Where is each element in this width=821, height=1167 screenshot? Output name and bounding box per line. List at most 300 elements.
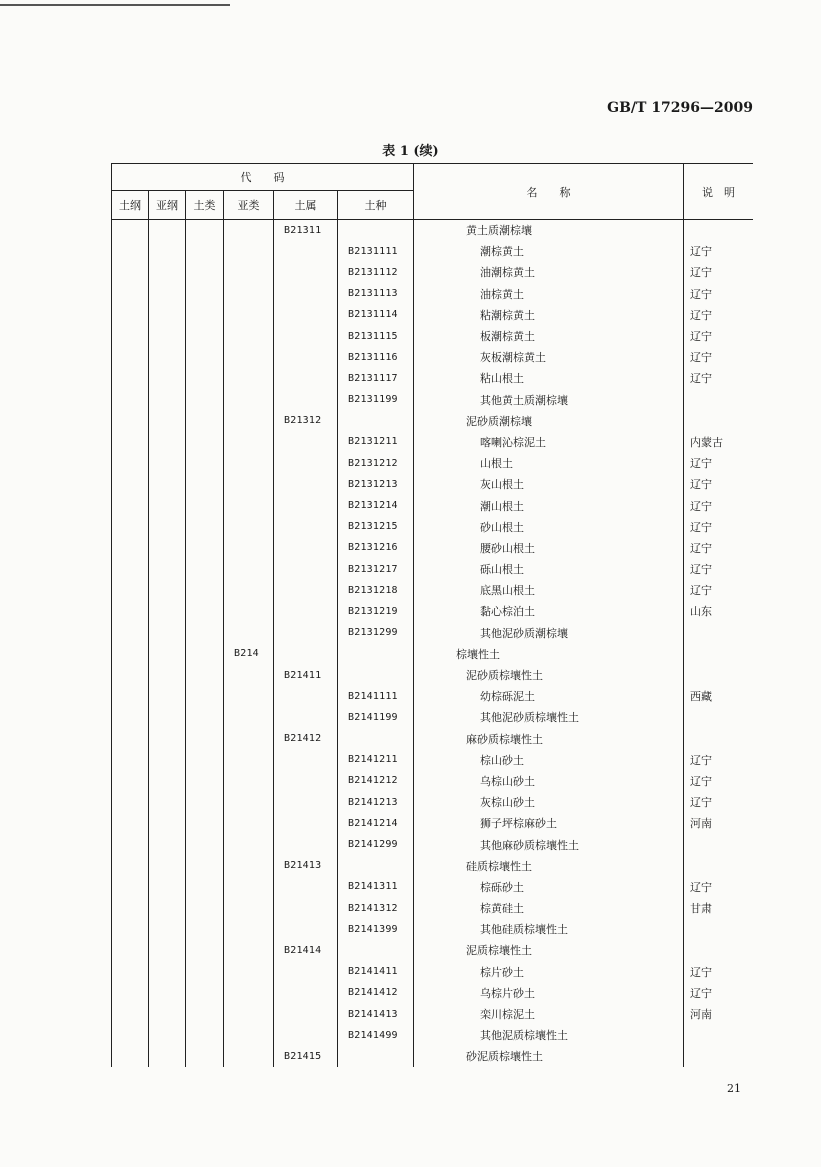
species-code-cell: B2131114: [338, 304, 414, 325]
subclass-code-cell: [224, 325, 274, 346]
table-row: [112, 241, 754, 262]
table-row: [112, 749, 754, 770]
subclass-code-cell: [224, 1025, 274, 1046]
order-cell: [112, 622, 149, 643]
order-cell: [112, 643, 149, 664]
order-cell: [112, 707, 149, 728]
note-cell: 辽宁: [684, 262, 754, 283]
soil-name-cell: 麻砂质棕壤性土: [414, 728, 684, 749]
group-cell: [186, 940, 224, 961]
soil-name-cell: 其他硅质棕壤性土: [414, 919, 684, 940]
soil-name-cell: 泥砂质棕壤性土: [414, 664, 684, 685]
note-cell: 辽宁: [684, 537, 754, 558]
subclass-code-cell: [224, 749, 274, 770]
table-row: [112, 601, 754, 622]
suborder-cell: [149, 262, 186, 283]
subclass-code-cell: [224, 580, 274, 601]
suborder-cell: [149, 834, 186, 855]
group-cell: [186, 559, 224, 580]
genus-code-cell: [274, 876, 338, 897]
table-row: [112, 580, 754, 601]
species-code-cell: B2131199: [338, 389, 414, 410]
subclass-code-cell: [224, 241, 274, 262]
note-cell: [684, 664, 754, 685]
suborder-cell: [149, 686, 186, 707]
order-cell: [112, 792, 149, 813]
suborder-cell: [149, 347, 186, 368]
suborder-cell: [149, 325, 186, 346]
soil-name-cell: 狮子坪棕麻砂土: [414, 813, 684, 834]
note-cell: [684, 1025, 754, 1046]
species-code-cell: B2141411: [338, 961, 414, 982]
table-row: [112, 813, 754, 834]
group-cell: [186, 1003, 224, 1024]
suborder-cell: [149, 622, 186, 643]
group-cell: [186, 770, 224, 791]
species-code-cell: B2141111: [338, 686, 414, 707]
group-cell: [186, 431, 224, 452]
soil-name-cell: 棕片砂土: [414, 961, 684, 982]
group-cell: [186, 855, 224, 876]
group-cell: [186, 961, 224, 982]
note-cell: [684, 1046, 754, 1067]
note-cell: [684, 707, 754, 728]
group-cell: [186, 262, 224, 283]
subclass-code-cell: [224, 431, 274, 452]
subclass-code-cell: [224, 855, 274, 876]
order-cell: [112, 876, 149, 897]
genus-code-cell: [274, 919, 338, 940]
note-cell: [684, 940, 754, 961]
genus-code-cell: [274, 347, 338, 368]
genus-code-cell: [274, 304, 338, 325]
soil-name-cell: 潮山根土: [414, 495, 684, 516]
table-row: [112, 1046, 754, 1067]
species-code-cell: B2141214: [338, 813, 414, 834]
note-cell: 西藏: [684, 686, 754, 707]
genus-code-cell: [274, 961, 338, 982]
order-cell: [112, 664, 149, 685]
table-row: [112, 707, 754, 728]
note-cell: 辽宁: [684, 283, 754, 304]
suborder-cell: [149, 707, 186, 728]
suborder-cell: [149, 792, 186, 813]
order-cell: [112, 580, 149, 601]
group-cell: [186, 813, 224, 834]
table-row: [112, 728, 754, 749]
soil-name-cell: 砾山根土: [414, 559, 684, 580]
table-body: [112, 220, 754, 1068]
subclass-code-cell: [224, 495, 274, 516]
order-cell: [112, 368, 149, 389]
subclass-code-cell: [224, 1046, 274, 1067]
subclass-code-cell: [224, 940, 274, 961]
note-cell: 辽宁: [684, 961, 754, 982]
group-cell: [186, 643, 224, 664]
subclass-code-cell: [224, 982, 274, 1003]
subclass-code-cell: [224, 876, 274, 897]
note-cell: 辽宁: [684, 559, 754, 580]
col-header-species: 土种: [338, 191, 414, 220]
genus-code-cell: [274, 453, 338, 474]
group-cell: [186, 707, 224, 728]
order-cell: [112, 325, 149, 346]
subclass-code-cell: [224, 453, 274, 474]
species-code-cell: B2131214: [338, 495, 414, 516]
species-code-cell: B2131218: [338, 580, 414, 601]
subclass-code-cell: [224, 537, 274, 558]
note-cell: [684, 855, 754, 876]
table-row: [112, 410, 754, 431]
soil-name-cell: 泥砂质潮棕壤: [414, 410, 684, 431]
group-cell: [186, 686, 224, 707]
genus-code-cell: [274, 283, 338, 304]
suborder-cell: [149, 749, 186, 770]
subclass-code-cell: [224, 304, 274, 325]
genus-code-cell: [274, 1003, 338, 1024]
species-code-cell: [338, 220, 414, 241]
genus-code-cell: [274, 622, 338, 643]
genus-code-cell: [274, 770, 338, 791]
species-code-cell: B2131299: [338, 622, 414, 643]
subclass-code-cell: [224, 347, 274, 368]
soil-name-cell: 棕壤性土: [414, 643, 684, 664]
subclass-code-cell: [224, 474, 274, 495]
group-cell: [186, 389, 224, 410]
genus-code-cell: [274, 749, 338, 770]
order-cell: [112, 961, 149, 982]
species-code-cell: [338, 728, 414, 749]
order-cell: [112, 389, 149, 410]
table-row: [112, 664, 754, 685]
group-cell: [186, 537, 224, 558]
suborder-cell: [149, 304, 186, 325]
note-cell: [684, 919, 754, 940]
table-row: [112, 283, 754, 304]
subclass-code-cell: [224, 262, 274, 283]
order-cell: [112, 749, 149, 770]
table-row: [112, 770, 754, 791]
group-cell: [186, 834, 224, 855]
subclass-code-cell: B214: [224, 643, 274, 664]
species-code-cell: [338, 643, 414, 664]
col-header-group: 土类: [186, 191, 224, 220]
note-cell: 辽宁: [684, 876, 754, 897]
table-row: [112, 622, 754, 643]
soil-name-cell: 其他泥质棕壤性土: [414, 1025, 684, 1046]
note-cell: 山东: [684, 601, 754, 622]
note-cell: 辽宁: [684, 580, 754, 601]
order-cell: [112, 304, 149, 325]
soil-name-cell: 其他泥砂质潮棕壤: [414, 622, 684, 643]
suborder-cell: [149, 241, 186, 262]
table-row: [112, 262, 754, 283]
subclass-code-cell: [224, 686, 274, 707]
note-cell: 辽宁: [684, 474, 754, 495]
standard-code: GB/T 17296—2009: [607, 100, 753, 116]
soil-name-cell: 灰山根土: [414, 474, 684, 495]
table-row: [112, 453, 754, 474]
suborder-cell: [149, 453, 186, 474]
note-cell: [684, 622, 754, 643]
soil-name-cell: 板潮棕黄土: [414, 325, 684, 346]
suborder-cell: [149, 495, 186, 516]
note-cell: 辽宁: [684, 347, 754, 368]
order-cell: [112, 453, 149, 474]
table-row: [112, 368, 754, 389]
group-cell: [186, 728, 224, 749]
genus-code-cell: [274, 834, 338, 855]
suborder-cell: [149, 770, 186, 791]
group-cell: [186, 220, 224, 241]
genus-code-cell: B21414: [274, 940, 338, 961]
soil-name-cell: 棕山砂土: [414, 749, 684, 770]
species-code-cell: B2131111: [338, 241, 414, 262]
soil-name-cell: 棕砾砂土: [414, 876, 684, 897]
note-cell: 河南: [684, 1003, 754, 1024]
order-cell: [112, 982, 149, 1003]
species-code-cell: B2141499: [338, 1025, 414, 1046]
species-code-cell: [338, 940, 414, 961]
note-cell: 辽宁: [684, 368, 754, 389]
genus-code-cell: [274, 643, 338, 664]
table-title: 表 1 (续): [382, 144, 439, 159]
table-row: [112, 834, 754, 855]
group-cell: [186, 347, 224, 368]
suborder-cell: [149, 559, 186, 580]
suborder-cell: [149, 283, 186, 304]
group-cell: [186, 792, 224, 813]
soil-classification-table-wrap: [111, 163, 753, 1070]
order-cell: [112, 919, 149, 940]
order-cell: [112, 1025, 149, 1046]
soil-name-cell: 喀喇沁棕泥土: [414, 431, 684, 452]
name-header: 名 称: [414, 164, 684, 220]
table-row: [112, 876, 754, 897]
group-cell: [186, 898, 224, 919]
note-cell: [684, 220, 754, 241]
order-cell: [112, 537, 149, 558]
order-cell: [112, 516, 149, 537]
table-row: [112, 1003, 754, 1024]
order-cell: [112, 262, 149, 283]
group-cell: [186, 368, 224, 389]
order-cell: [112, 1003, 149, 1024]
table-row: [112, 474, 754, 495]
table-row: [112, 537, 754, 558]
order-cell: [112, 495, 149, 516]
subclass-code-cell: [224, 728, 274, 749]
genus-code-cell: [274, 707, 338, 728]
species-code-cell: B2141412: [338, 982, 414, 1003]
genus-code-cell: [274, 601, 338, 622]
soil-name-cell: 油棕黄土: [414, 283, 684, 304]
suborder-cell: [149, 940, 186, 961]
subclass-code-cell: [224, 770, 274, 791]
subclass-code-cell: [224, 622, 274, 643]
species-code-cell: [338, 410, 414, 431]
table-row: [112, 961, 754, 982]
genus-code-cell: B21412: [274, 728, 338, 749]
suborder-cell: [149, 728, 186, 749]
species-code-cell: B2141213: [338, 792, 414, 813]
order-cell: [112, 410, 149, 431]
subclass-code-cell: [224, 664, 274, 685]
note-header: 说 明: [684, 164, 754, 220]
group-cell: [186, 241, 224, 262]
subclass-code-cell: [224, 601, 274, 622]
soil-name-cell: 底黑山根土: [414, 580, 684, 601]
soil-name-cell: 潮棕黄土: [414, 241, 684, 262]
genus-code-cell: [274, 1025, 338, 1046]
soil-name-cell: 泥质棕壤性土: [414, 940, 684, 961]
genus-code-cell: [274, 580, 338, 601]
note-cell: 辽宁: [684, 516, 754, 537]
suborder-cell: [149, 410, 186, 431]
subclass-code-cell: [224, 813, 274, 834]
subclass-code-cell: [224, 389, 274, 410]
note-cell: [684, 728, 754, 749]
species-code-cell: B2141211: [338, 749, 414, 770]
soil-name-cell: 油潮棕黄土: [414, 262, 684, 283]
table-row: [112, 495, 754, 516]
soil-name-cell: 腰砂山根土: [414, 537, 684, 558]
species-code-cell: B2131113: [338, 283, 414, 304]
species-code-cell: B2141212: [338, 770, 414, 791]
subclass-code-cell: [224, 919, 274, 940]
subclass-code-cell: [224, 410, 274, 431]
order-cell: [112, 834, 149, 855]
table-row: [112, 516, 754, 537]
genus-code-cell: [274, 982, 338, 1003]
note-cell: 辽宁: [684, 770, 754, 791]
order-cell: [112, 474, 149, 495]
note-cell: 辽宁: [684, 792, 754, 813]
suborder-cell: [149, 220, 186, 241]
soil-name-cell: 棕黄硅土: [414, 898, 684, 919]
soil-name-cell: 山根土: [414, 453, 684, 474]
order-cell: [112, 1046, 149, 1067]
subclass-code-cell: [224, 220, 274, 241]
top-rule: [0, 4, 230, 6]
note-cell: [684, 389, 754, 410]
table-row: [112, 792, 754, 813]
note-cell: 辽宁: [684, 241, 754, 262]
subclass-code-cell: [224, 283, 274, 304]
order-cell: [112, 431, 149, 452]
note-cell: 辽宁: [684, 495, 754, 516]
suborder-cell: [149, 961, 186, 982]
group-cell: [186, 474, 224, 495]
note-cell: 内蒙古: [684, 431, 754, 452]
genus-code-cell: [274, 516, 338, 537]
soil-name-cell: 幼棕砾泥土: [414, 686, 684, 707]
subclass-code-cell: [224, 368, 274, 389]
species-code-cell: B2131112: [338, 262, 414, 283]
suborder-cell: [149, 474, 186, 495]
suborder-cell: [149, 1046, 186, 1067]
col-header-order: 土纲: [112, 191, 149, 220]
suborder-cell: [149, 431, 186, 452]
suborder-cell: [149, 813, 186, 834]
suborder-cell: [149, 643, 186, 664]
species-code-cell: B2131117: [338, 368, 414, 389]
species-code-cell: B2131212: [338, 453, 414, 474]
soil-name-cell: 灰板潮棕黄土: [414, 347, 684, 368]
subclass-code-cell: [224, 898, 274, 919]
suborder-cell: [149, 664, 186, 685]
genus-code-cell: [274, 495, 338, 516]
order-cell: [112, 813, 149, 834]
table-row: [112, 347, 754, 368]
order-cell: [112, 559, 149, 580]
suborder-cell: [149, 982, 186, 1003]
genus-code-cell: B21415: [274, 1046, 338, 1067]
group-cell: [186, 516, 224, 537]
genus-code-cell: B21413: [274, 855, 338, 876]
species-code-cell: B2141399: [338, 919, 414, 940]
subclass-code-cell: [224, 1003, 274, 1024]
subclass-code-cell: [224, 792, 274, 813]
genus-code-cell: [274, 431, 338, 452]
note-cell: 辽宁: [684, 304, 754, 325]
genus-code-cell: [274, 898, 338, 919]
subclass-code-cell: [224, 961, 274, 982]
species-code-cell: [338, 855, 414, 876]
genus-code-cell: [274, 686, 338, 707]
order-cell: [112, 898, 149, 919]
table-row: [112, 898, 754, 919]
order-cell: [112, 728, 149, 749]
table-row: [112, 855, 754, 876]
table-row: [112, 940, 754, 961]
table-row: [112, 919, 754, 940]
suborder-cell: [149, 580, 186, 601]
suborder-cell: [149, 876, 186, 897]
species-code-cell: B2141413: [338, 1003, 414, 1024]
genus-code-cell: B21411: [274, 664, 338, 685]
note-cell: 辽宁: [684, 325, 754, 346]
table-row: [112, 643, 754, 664]
soil-name-cell: 粘山根土: [414, 368, 684, 389]
soil-name-cell: 黄土质潮棕壤: [414, 220, 684, 241]
group-cell: [186, 876, 224, 897]
group-cell: [186, 283, 224, 304]
soil-name-cell: 其他泥砂质棕壤性土: [414, 707, 684, 728]
order-cell: [112, 770, 149, 791]
species-code-cell: B2131217: [338, 559, 414, 580]
genus-code-cell: [274, 325, 338, 346]
soil-name-cell: 黏心棕泊土: [414, 601, 684, 622]
table-row: [112, 389, 754, 410]
species-code-cell: B2131215: [338, 516, 414, 537]
species-code-cell: B2131219: [338, 601, 414, 622]
genus-code-cell: [274, 389, 338, 410]
note-cell: 辽宁: [684, 749, 754, 770]
genus-code-cell: [274, 792, 338, 813]
subclass-code-cell: [224, 559, 274, 580]
soil-name-cell: 砂山根土: [414, 516, 684, 537]
order-cell: [112, 283, 149, 304]
species-code-cell: B2141199: [338, 707, 414, 728]
soil-name-cell: 乌棕片砂土: [414, 982, 684, 1003]
note-cell: [684, 410, 754, 431]
soil-name-cell: 砂泥质棕壤性土: [414, 1046, 684, 1067]
order-cell: [112, 220, 149, 241]
species-code-cell: B2141312: [338, 898, 414, 919]
group-cell: [186, 622, 224, 643]
table-row: [112, 304, 754, 325]
